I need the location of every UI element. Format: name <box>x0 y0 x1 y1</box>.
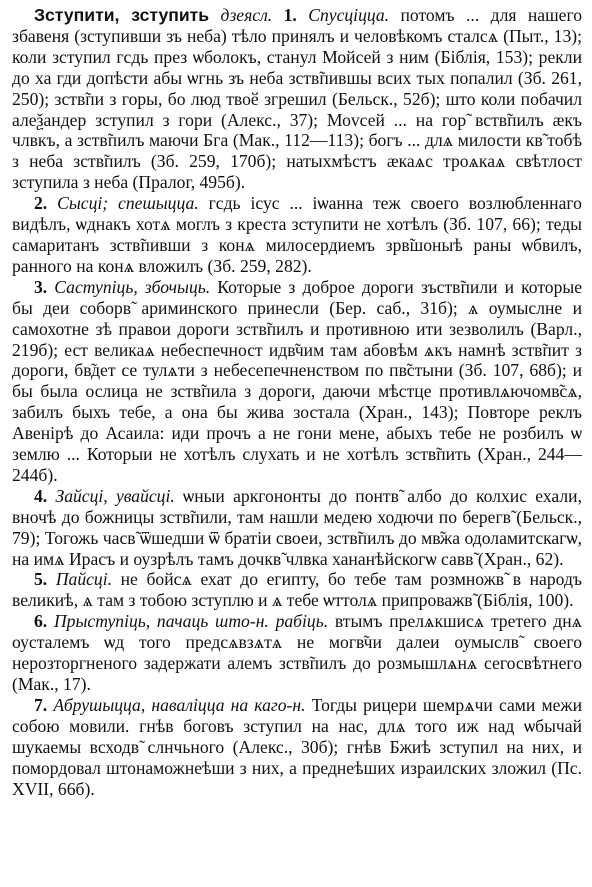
sense-text: Тогды рицери шемрѧчи сами межи собою мовили. гнѣв боговъ зступил на нас, длѧ того иж над ѡбычай шукаемы всходв̃ слнчьного (Алекс., 30б); гнѣв Бжиѣ зступил на них, и помордовал штонаможнеѣши з них, а преднеѣших израилских зложил (Пс. XVII, 66б). <box>12 694 582 799</box>
sense-gloss: Прыступіць, пачаць што-н. рабіць. <box>53 611 329 632</box>
sense-gloss: Саступіць, збочыць. <box>54 276 211 297</box>
part-of-speech: дзеясл. <box>220 5 273 25</box>
sense-gloss: Сысці; спешыцца. <box>57 193 199 214</box>
sense-5 <box>12 569 582 611</box>
sense-text: потомъ ... для нашего збавеня (зступивши зъ неба) тѣло принялъ и человѣкомъ сталсѧ (Пыт., 13); коли зступил гсдь през ѡболокъ, станул Мойсей з ним (Біблія, 153); рекли до ха гди допѣсти абы ѡгнь зъ неба зств̃пившы всих тых попалил (Зб. 261, 250); зств̃пи з горы, бо люд твоӗ згрешил (Бельск., 52б); што коли побачил алеѯандер зступил з гори (Алекс., 37); Моvсей ... на гор̃ вств̃пилъ ӕкъ члвкъ, а зств̃пилъ маючи Бга (Мак., 112—113); богъ ... длѧ милости кв̃ тобѣ з неба зств̃пилъ (Зб. 259, 170б); натыхмѣстъ ӕкаѧс троѧкаѧ свѣтлост зступила з неба (Пралог, 495б). <box>12 5 583 193</box>
sense-text: Которые з доброе дороги зъств̃пили и которые бы деи соборв̃ ариминского принесли (Бер. саб., 31б); ѧ оумыслне и самохотне зѣ правои дороги зств̃пилъ и противною ити зезволилъ (Варл., 219б); ест великаѧ небеспечност идв̃чим там абовѣм ѧкъ намнѣ зств̃пит з дороги, бв̃дет се тулѧти з небесепечненством по пв̃стыни (Зб. 107, 68б); и бы была ослица не зств̃пила з дороги, даючи мѣстце противлѧючомв̃сѧ, забилъ быхъ тебе, а она бы жива зостала (Хран., 143); Повторе реклъ Авенірѣ до Асаила: иди прочъ а не гони мене, абыхъ тебе не розбилъ ѡ землю ... Которыи не хотѣлъ слухать и не хотѣлъ зств̃пить (Хран., 244—244б). <box>12 276 583 485</box>
sense-gloss: Зайсці, увайсці. <box>55 485 175 506</box>
sense-2 <box>12 193 582 277</box>
headword: Зступити, зступить <box>34 5 210 25</box>
sense-4 <box>12 486 582 570</box>
sense-gloss: Пайсці. <box>55 569 113 590</box>
sense-text: гсдь ісус ... іѡанна теж своего возлюбленнаго видѣлъ, ѡднакъ хотѧ моглъ з креста зступити не хотѣлъ (Зб. 107, 66); теды самаританъ зств̃пивши з конѧ милосердиемъ зрв̃шоныѣ раны ѡбвилъ, ранного на конѧ вложилъ (Зб. 259, 282). <box>12 193 582 276</box>
sense-3 <box>12 277 582 486</box>
sense-7 <box>12 695 582 800</box>
sense-text: втымъ прелѧкшисѧ третего днѧ оусталемъ ѡд того предсѧвзѧтѧ не могв̃чи далеи оумыслв̃ своего нерозторгненого задержати алемъ зств̃пилъ до розмышлѧнѧ сегосвѣтнего (Мак., 17). <box>12 611 582 694</box>
sense-number: 6. <box>34 611 48 632</box>
sense-gloss: Абрушыцца, навaліцца на каго-н. <box>53 694 306 715</box>
sense-number: 2. <box>34 193 48 214</box>
sense-gloss: Спусціцца. <box>308 5 390 25</box>
sense-number: 1. <box>283 5 297 25</box>
sense-1 <box>12 5 582 193</box>
sense-text: ѡныи аркгононты до понтв̃ албо до колхис ехали, вночѣ до божницы зств̃пили, там нашли медею ходючи по берегв̃ (Бельск., 79); Тогожь часв̃ ѿшедши ѿ братіи своеи, зств̃пилъ до мв̃жа одоламитскагѡ, на имѧ Ирасъ и оузрѣлъ тамъ дочкв̃ члвка хананѣйскогѡ савв̃ (Хран., 62). <box>12 485 582 569</box>
sense-number: 4. <box>34 485 48 506</box>
sense-6 <box>12 611 582 695</box>
sense-number: 7. <box>34 694 48 715</box>
sense-number: 5. <box>34 569 48 590</box>
sense-text: не бойсѧ ехат до египту, бо тебе там розмножв̃ в народъ великиѣ, ѧ там з тобою зступлю и ѧ тебе ѡттолѧ припроважв̃ (Біблія, 100). <box>12 569 582 611</box>
sense-number: 3. <box>34 276 48 297</box>
